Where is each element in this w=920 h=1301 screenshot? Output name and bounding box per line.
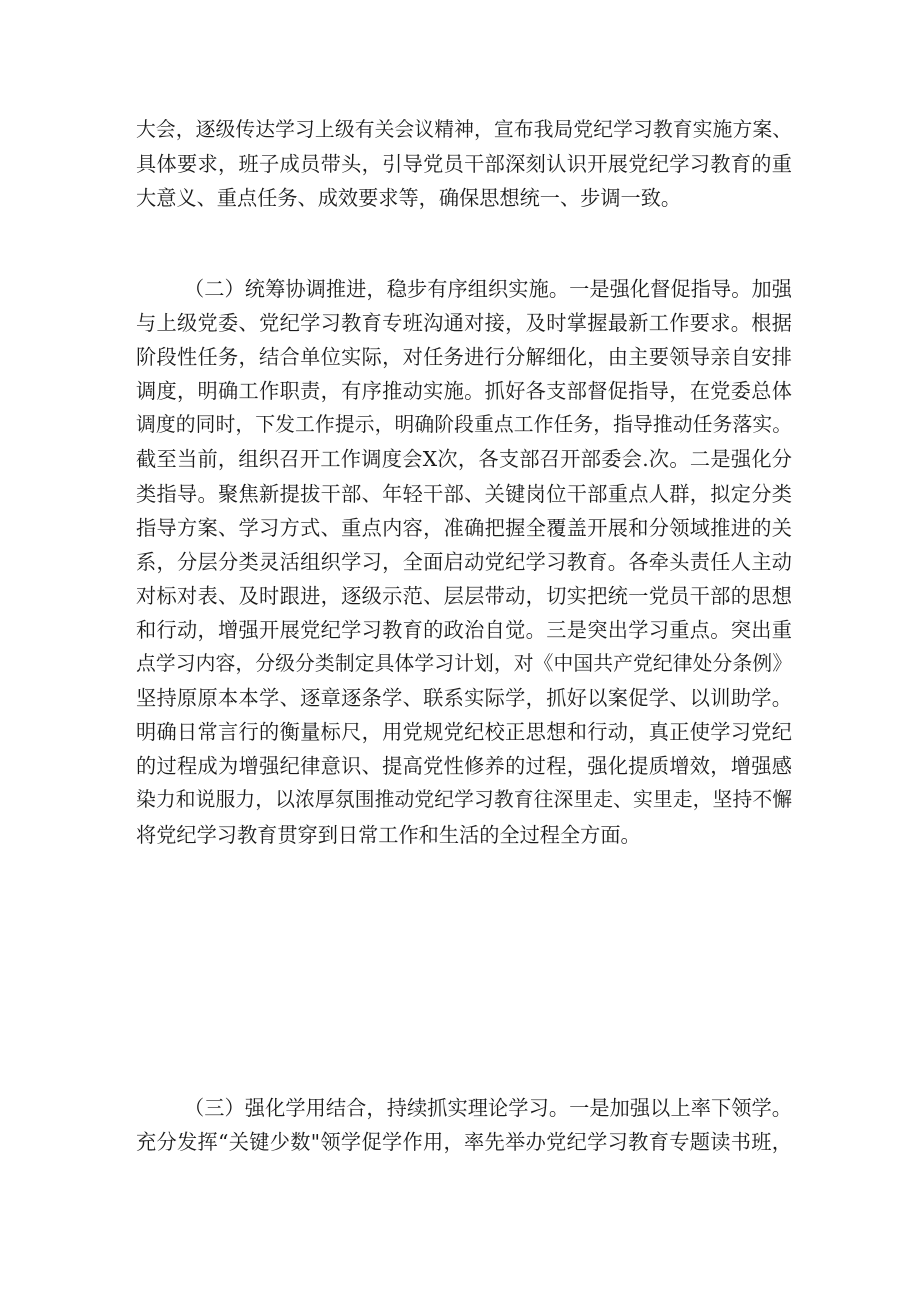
paragraph-section-two [136, 272, 792, 852]
paragraph-line: 染力和说服力，以浓厚氛围推动党纪学习教育往深里走、实里走，坚持不懈 [136, 788, 792, 812]
paragraph-line: 调度，明确工作职责，有序推动实施。抓好各支部督促指导，在党委总体 [136, 379, 792, 404]
paragraph-line: （二）统筹协调推进，稳步有序组织实施。一是强化督促指导。加强 [184, 277, 792, 301]
paragraph-line: 的过程成为增强纪律意识、提高党性修养的过程，强化提质增效，增强感 [136, 754, 792, 779]
paragraph-line: 将党纪学习教育贯穿到日常工作和生活的全过程全方面。 [136, 822, 641, 847]
paragraph-line: 对标对表、及时跟进，逐级示范、层层带动，切实把统一党员干部的思想 [136, 583, 792, 608]
paragraph-line: 调度的同时，下发工作提示，明确阶段重点工作任务，指导推动任务落实。 [136, 413, 792, 437]
paragraph-line: 点学习内容，分级分类制定具体学习计划，对《中国共产党纪律处分条例》 [136, 652, 792, 676]
paragraph-line: 大意义、重点任务、成效要求等，确保思想统一、步调一致。 [136, 186, 682, 211]
paragraph-line: 类指导。聚焦新提拔干部、年轻干部、关键岗位干部重点人群，拟定分类 [136, 481, 792, 506]
paragraph-line: 截至当前，组织召开工作调度会X次，各支部召开部委会.次。二是强化分 [136, 447, 792, 472]
paragraph-section-three [136, 1091, 792, 1159]
paragraph-line: 具体要求，班子成员带头，引导党员干部深刻认识开展党纪学习教育的重 [136, 152, 792, 177]
paragraph-line: 坚持原原本本学、逐章逐条学、联系实际学，抓好以案促学、以训助学。 [136, 686, 792, 711]
paragraph-line: （三）强化学用结合，持续抓实理论学习。一是加强以上率下领学。 [184, 1096, 792, 1120]
paragraph-line: 与上级党委、党纪学习教育专班沟通对接，及时掌握最新工作要求。根据 [136, 311, 792, 336]
paragraph-line: 指导方案、学习方式、重点内容，准确把握全覆盖开展和分领域推进的关 [136, 515, 792, 540]
paragraph-line: 充分发挥“关键少数"领学促学作用，率先举办党纪学习教育专题读书班， [136, 1130, 792, 1155]
paragraph-line: 系，分层分类灵活组织学习，全面启动党纪学习教育。各牵头责任人主动 [136, 549, 792, 574]
paragraph-line: 和行动，增强开展党纪学习教育的政治自觉。三是突出学习重点。突出重 [136, 617, 792, 642]
paragraph-line: 明确日常言行的衡量标尺，用党规党纪校正思想和行动，真正使学习党纪 [136, 720, 792, 745]
paragraph-line: 大会，逐级传达学习上级有关会议精神，宣布我局党纪学习教育实施方案、 [136, 118, 792, 141]
paragraph-continuation [136, 113, 792, 215]
paragraph-line: 阶段性任务，结合单位实际，对任务进行分解细化，由主要领导亲自安排 [136, 345, 792, 370]
